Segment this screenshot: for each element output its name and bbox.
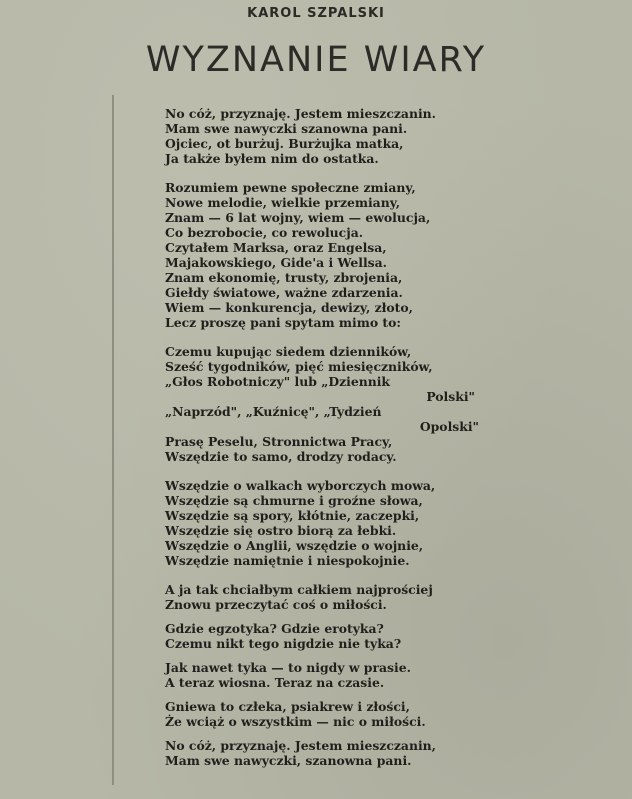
poem-line: Prasę Peselu, Stronnictwa Pracy, — [165, 434, 393, 449]
poem-line: A teraz wiosna. Teraz na czasie. — [165, 675, 385, 690]
stanza-8 — [165, 699, 485, 729]
poem-line: Giełdy światowe, ważne zdarzenia. — [165, 285, 403, 300]
poem-line: No cóż, przyznaję. Jestem mieszczanin, — [165, 738, 436, 753]
stanza-6 — [165, 621, 485, 651]
stanza-3 — [165, 344, 485, 464]
poem-line-continuation: Opolski" — [419, 419, 479, 434]
poem-line: Mam swe nawyczki szanowna pani. — [165, 121, 408, 136]
poem-body — [165, 106, 485, 777]
poem-line: Czemu nikt tego nigdzie nie tyka? — [165, 636, 402, 651]
poem-line: Wszędzie o walkach wyborczych mowa, — [165, 478, 436, 493]
poem-line: Wszędzie o Anglii, wszędzie o wojnie, — [165, 538, 424, 553]
poem-line: Sześć tygodników, pięć miesięczników, — [165, 359, 433, 374]
stanza-4 — [165, 478, 485, 568]
poem-line: Lecz proszę pani spytam mimo to: — [165, 315, 401, 330]
poem-line: Mam swe nawyczki, szanowna pani. — [165, 753, 412, 768]
stanza-5 — [165, 582, 485, 612]
poem-line: Wszędzie to samo, drodzy rodacy. — [165, 449, 397, 464]
poem-line: Nowe melodie, wielkie przemiany, — [165, 195, 401, 210]
poem-line: „Głos Robotniczy" lub „Dziennik — [165, 374, 391, 389]
poem-line: A ja tak chciałbym całkiem najprościej — [165, 582, 433, 597]
poem-line: Wszędzie są spory, kłótnie, zaczepki, — [165, 508, 420, 523]
poem-line: „Naprzód", „Kuźnicę", „Tydzień — [165, 404, 382, 419]
poem-line: Czemu kupując siedem dzienników, — [165, 344, 412, 359]
poem-line: Rozumiem pewne społeczne zmiany, — [165, 180, 416, 195]
poem-line: Znam ekonomię, trusty, zbrojenia, — [165, 270, 403, 285]
poem-line: Wszędzie namiętnie i niespokojnie. — [165, 553, 410, 568]
column-rule — [112, 95, 114, 785]
poem-line: Wiem — konkurencja, dewizy, złoto, — [165, 300, 413, 315]
stanza-2 — [165, 180, 485, 330]
poem-line: No cóż, przyznaję. Jestem mieszczanin. — [165, 106, 436, 121]
poem-line: Co bezrobocie, co rewolucja. — [165, 225, 364, 240]
poem-line: Ja także byłem nim do ostatka. — [165, 151, 379, 166]
poem-line: Czytałem Marksa, oraz Engelsa, — [165, 240, 387, 255]
stanza-7 — [165, 660, 485, 690]
poem-line: Wszędzie są chmurne i groźne słowa, — [165, 493, 423, 508]
stanza-9 — [165, 738, 485, 768]
poem-line: Majakowskiego, Gide'a i Wellsa. — [165, 255, 387, 270]
poem-line-continuation: Polski" — [426, 389, 475, 404]
poem-line: Znam — 6 lat wojny, wiem — ewolucja, — [165, 210, 431, 225]
poem-line: Wszędzie się ostro biorą za łebki. — [165, 523, 397, 538]
poem-line: Ojciec, ot burżuj. Burżujka matka, — [165, 136, 404, 151]
poem-line: Jak nawet tyka — to nigdy w prasie. — [165, 660, 411, 675]
poem-line: Gniewa to człeka, psiakrew i złości, — [165, 699, 410, 714]
poem-line: Znowu przeczytać coś o miłości. — [165, 597, 387, 612]
poem-line: Gdzie egzotyka? Gdzie erotyka? — [165, 621, 384, 636]
author-name: KAROL SZPALSKI — [247, 6, 385, 21]
poem-line: Że wciąż o wszystkim — nic o miłości. — [165, 714, 426, 729]
stanza-1 — [165, 106, 485, 166]
poem-title: WYZNANIE WIARY — [145, 40, 487, 80]
